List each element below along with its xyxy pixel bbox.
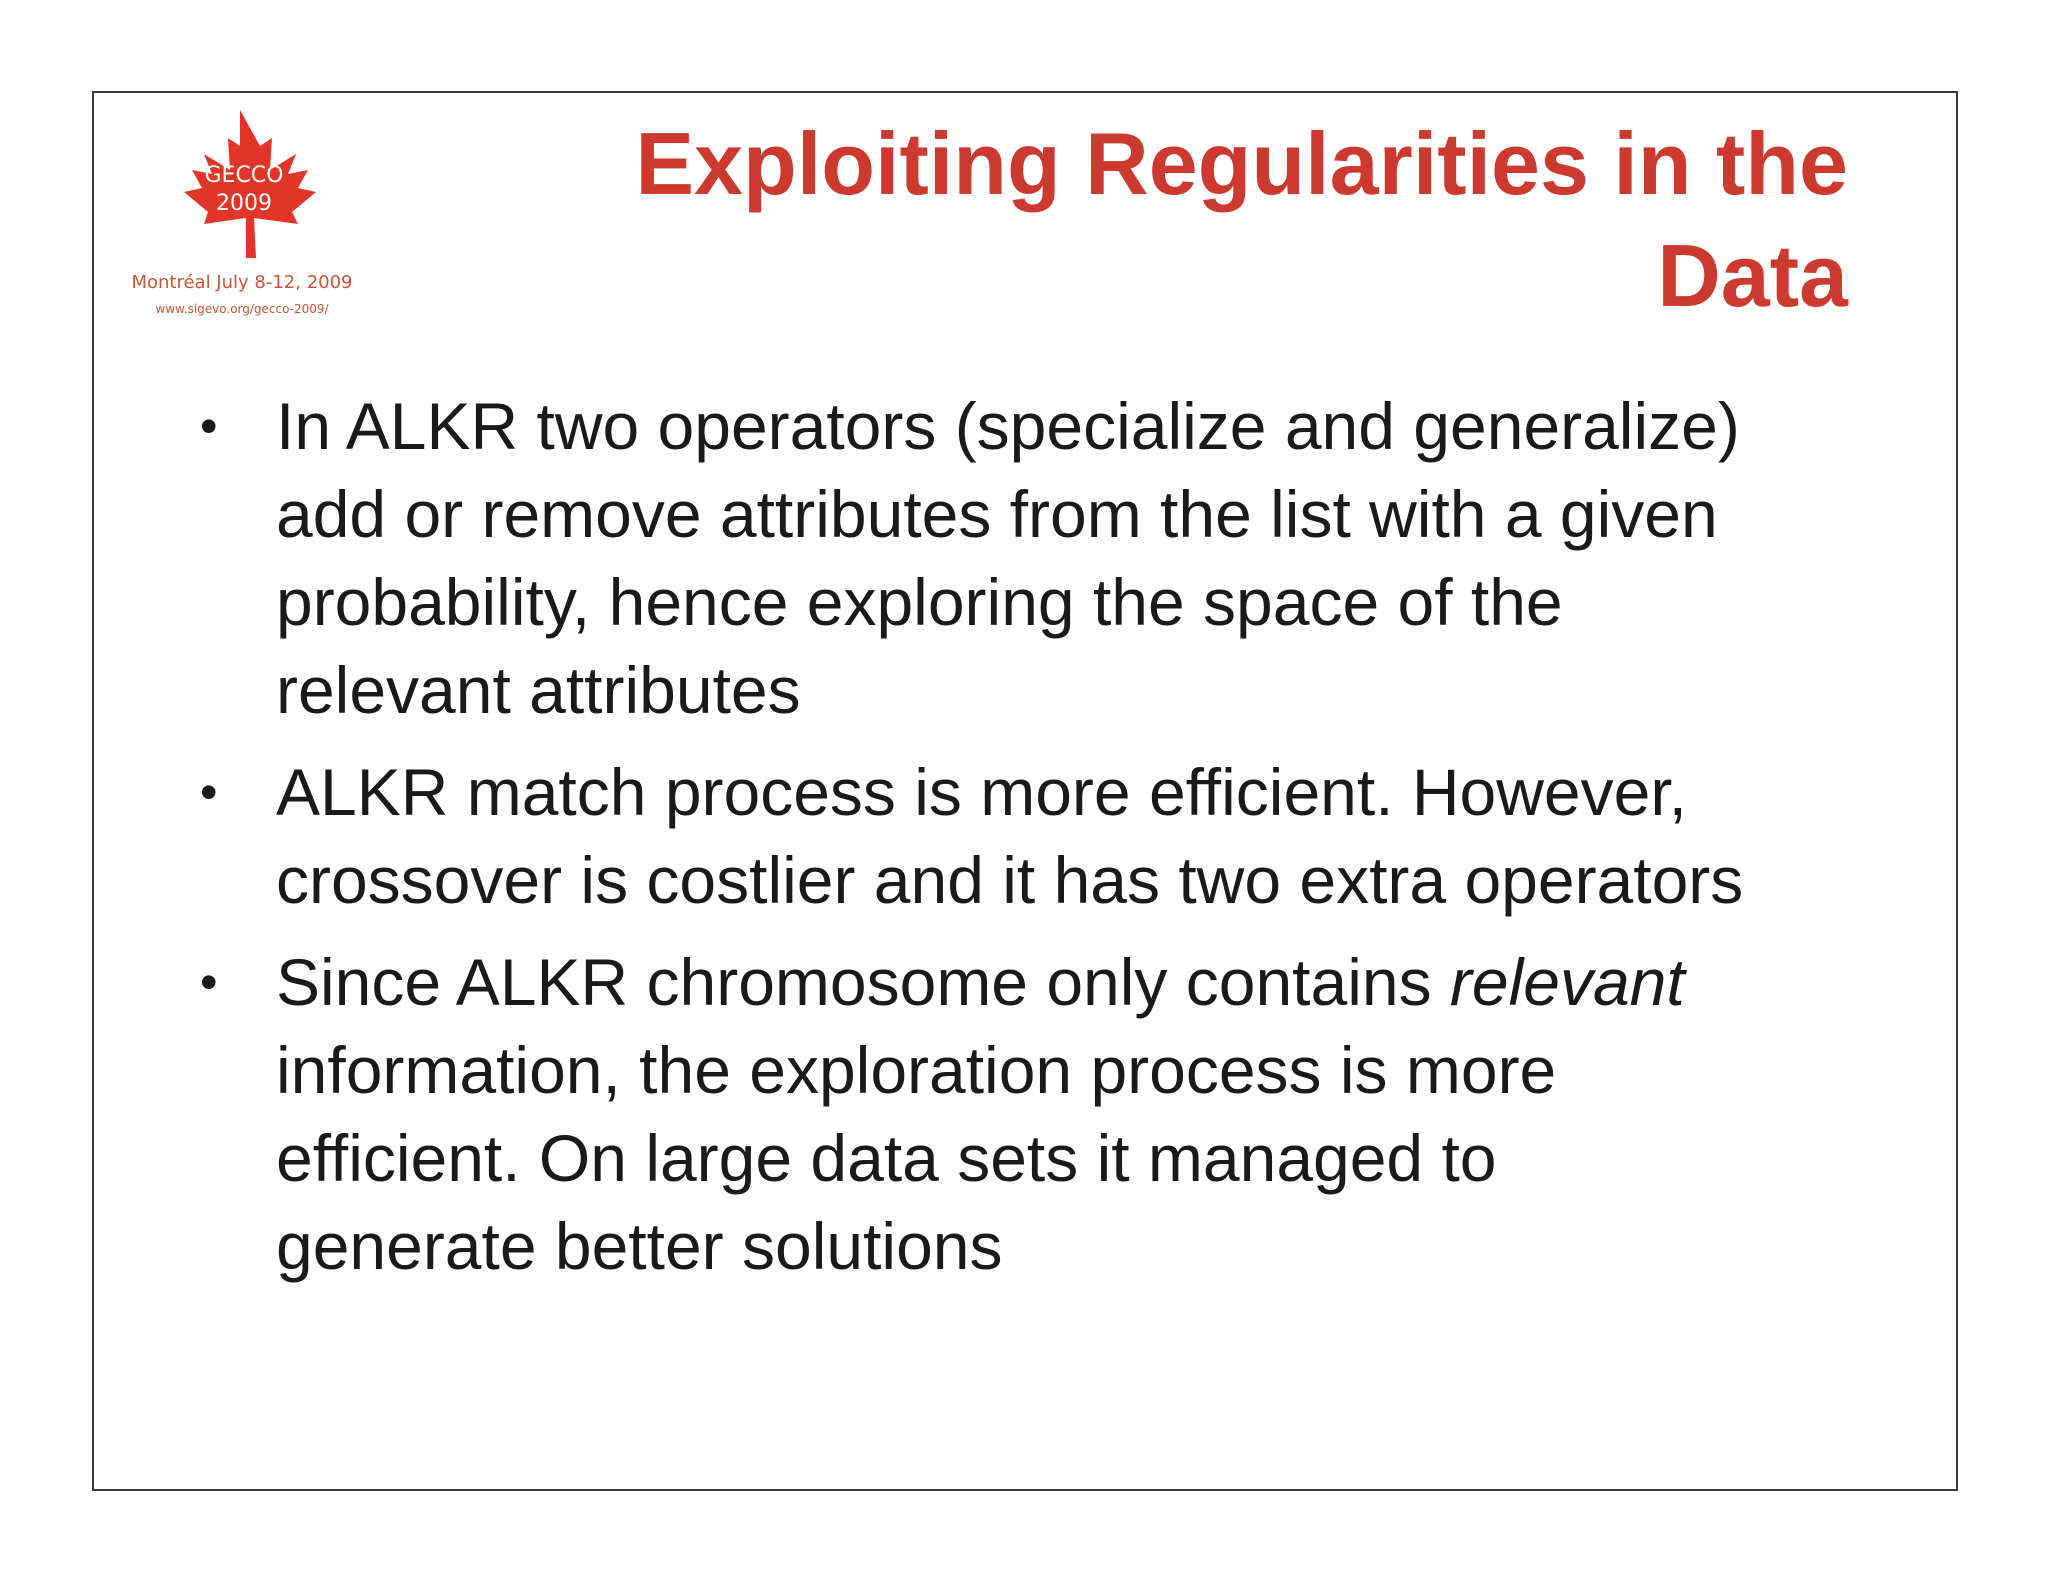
slide-title (468, 108, 1848, 332)
logo-gecco-text: GECCO (204, 163, 284, 188)
bullet-dot-icon: • (200, 954, 218, 1010)
list-item (200, 748, 1880, 924)
gecco-logo (112, 108, 372, 328)
bullet-text-emphasis: relevant (1449, 945, 1685, 1019)
bullet-text: In ALKR two operators (specialize and generalize) add or remove attributes from the list with a given probability, hence exploring the space of the relevant attributes (276, 389, 1740, 727)
maple-leaf-icon (112, 108, 372, 278)
logo-url: www.sigevo.org/gecco-2009/ (155, 302, 329, 316)
bullet-dot-icon: • (200, 764, 218, 820)
slide-title-text: Exploiting Regularities in the Data (635, 114, 1848, 325)
list-item (200, 938, 1880, 1290)
bullet-text: ALKR match process is more efficient. However, crossover is costlier and it has two extra operators (276, 755, 1744, 917)
bullet-text (276, 945, 1685, 1283)
logo-location: Montréal July 8-12, 2009 (131, 272, 353, 293)
bullet-text-before: Since ALKR chromosome only contains (276, 945, 1450, 1019)
bullet-dot-icon: • (200, 398, 218, 454)
bullet-text-after: information, the exploration process is more efficient. On large data sets it managed to generate better solutions (276, 1033, 1557, 1283)
list-item (200, 382, 1880, 734)
logo-year-text: 2009 (216, 191, 272, 216)
bullet-list (200, 382, 1880, 1304)
